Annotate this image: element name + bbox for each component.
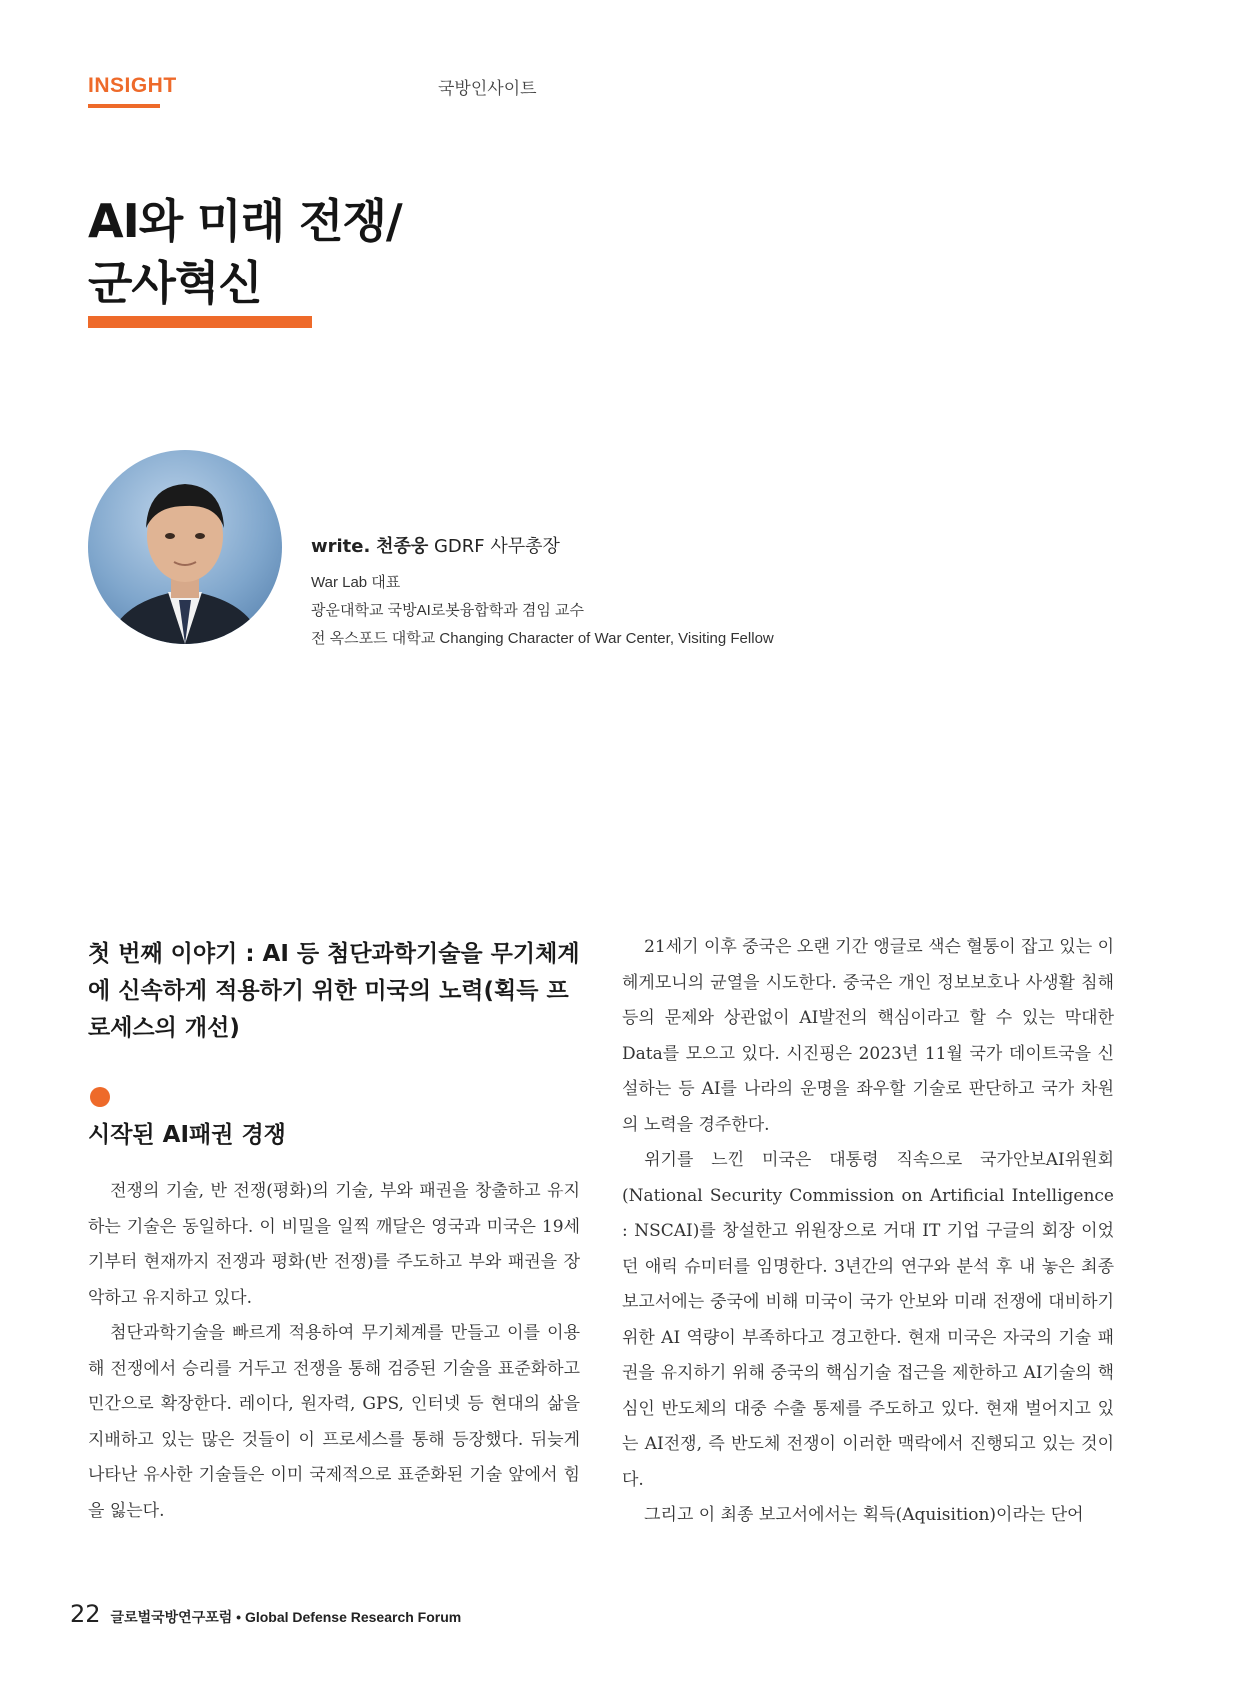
author-affiliation: 광운대학교 국방AI로봇융합학과 겸임 교수 xyxy=(311,602,585,619)
right-column xyxy=(622,930,1114,1534)
section-name: 국방인사이트 xyxy=(438,79,537,99)
article-title: AI와 미래 전쟁/ 군사혁신 xyxy=(88,194,402,310)
author-line xyxy=(311,532,560,558)
author-portrait-icon xyxy=(88,450,282,644)
author-prefix: write. xyxy=(311,536,371,557)
paragraph: 위기를 느낀 미국은 대통령 직속으로 국가안보AI위원회(National Security Commission on Artificial Intelligence : NSCAI)를 창설한고 위원장으로 거대 IT 기업 구글의 회장 이었던 애릭 슈미터를 임명한다. 3년간의 연구와 분석 후 내 놓은 최종 보고서에는 중국에 비해 미국이 국가 안보와 미래 전쟁에 대비하기 위한 AI 역량이 부족하다고 경고한다. 현재 미국은 자국의 기술 패권을 유지하기 위해 중국의 핵심기술 접근을 제한하고 AI기술의 핵심인 반도체의 대중 수출 통제를 주도하고 있다. 현재 벌어지고 있는 AI전쟁, 즉 반도체 전쟁이 이러한 맥락에서 진행되고 있는 것이다. xyxy=(622,1150,1114,1490)
section-tag-underline xyxy=(88,104,160,108)
publication-name: 글로벌국방연구포럼 • Global Defense Research Forum xyxy=(110,1609,462,1625)
title-accent-bar xyxy=(88,316,312,328)
left-column xyxy=(88,1174,580,1529)
paragraph: 21세기 이후 중국은 오랜 기간 앵글로 색슨 혈통이 잡고 있는 이 헤게모니의 균열을 시도한다. 중국은 개인 정보보호나 사생활 침해 등의 문제와 상관없이 AI발전의 핵심이라고 할 수 있는 막대한 Data를 모으고 있다. 시진핑은 2023년 11월 국가 데이트국을 신설하는 등 AI를 나라의 운명을 좌우할 기술로 판단하고 국가 차원의 노력을 경주한다. xyxy=(622,937,1114,1135)
page-footer xyxy=(70,1600,461,1628)
author-affiliation: 전 옥스포드 대학교 Changing Character of War Center, Visiting Fellow xyxy=(311,630,774,647)
bullet-dot-icon xyxy=(90,1087,110,1107)
page-number: 22 xyxy=(70,1600,101,1628)
author-name: 천종웅 xyxy=(376,536,429,557)
section-tag: INSIGHT xyxy=(88,74,177,97)
author-photo xyxy=(88,450,282,644)
paragraph: 전쟁의 기술, 반 전쟁(평화)의 기술, 부와 패권을 창출하고 유지하는 기술은 동일하다. 이 비밀을 일찍 깨달은 영국과 미국은 19세기부터 현재까지 전쟁과 평화(반 전쟁)를 주도하고 부와 패권을 장악하고 유지하고 있다. xyxy=(88,1181,580,1308)
paragraph: 그리고 이 최종 보고서에서는 획득(Aquisition)이라는 단어 xyxy=(644,1505,1084,1525)
author-affiliation: War Lab 대표 xyxy=(311,574,401,591)
author-role: GDRF 사무총장 xyxy=(433,536,560,557)
subheading: 시작된 AI패권 경쟁 xyxy=(88,1122,286,1148)
story-heading: 첫 번째 이야기 : AI 등 첨단과학기술을 무기체계에 신속하게 적용하기 위한 미국의 노력(획득 프로세스의 개선) xyxy=(88,941,580,1041)
paragraph: 첨단과학기술을 빠르게 적용하여 무기체계를 만들고 이를 이용해 전쟁에서 승리를 거두고 전쟁을 통해 검증된 기술을 표준화하고 민간으로 확장한다. 레이다, 원자력, GPS, 인터넷 등 현대의 삶을 지배하고 있는 많은 것들이 이 프로세스를 통해 등장했다. 뒤늦게 나타난 유사한 기술들은 이미 국제적으로 표준화된 기술 앞에서 힘을 잃는다. xyxy=(88,1323,580,1521)
